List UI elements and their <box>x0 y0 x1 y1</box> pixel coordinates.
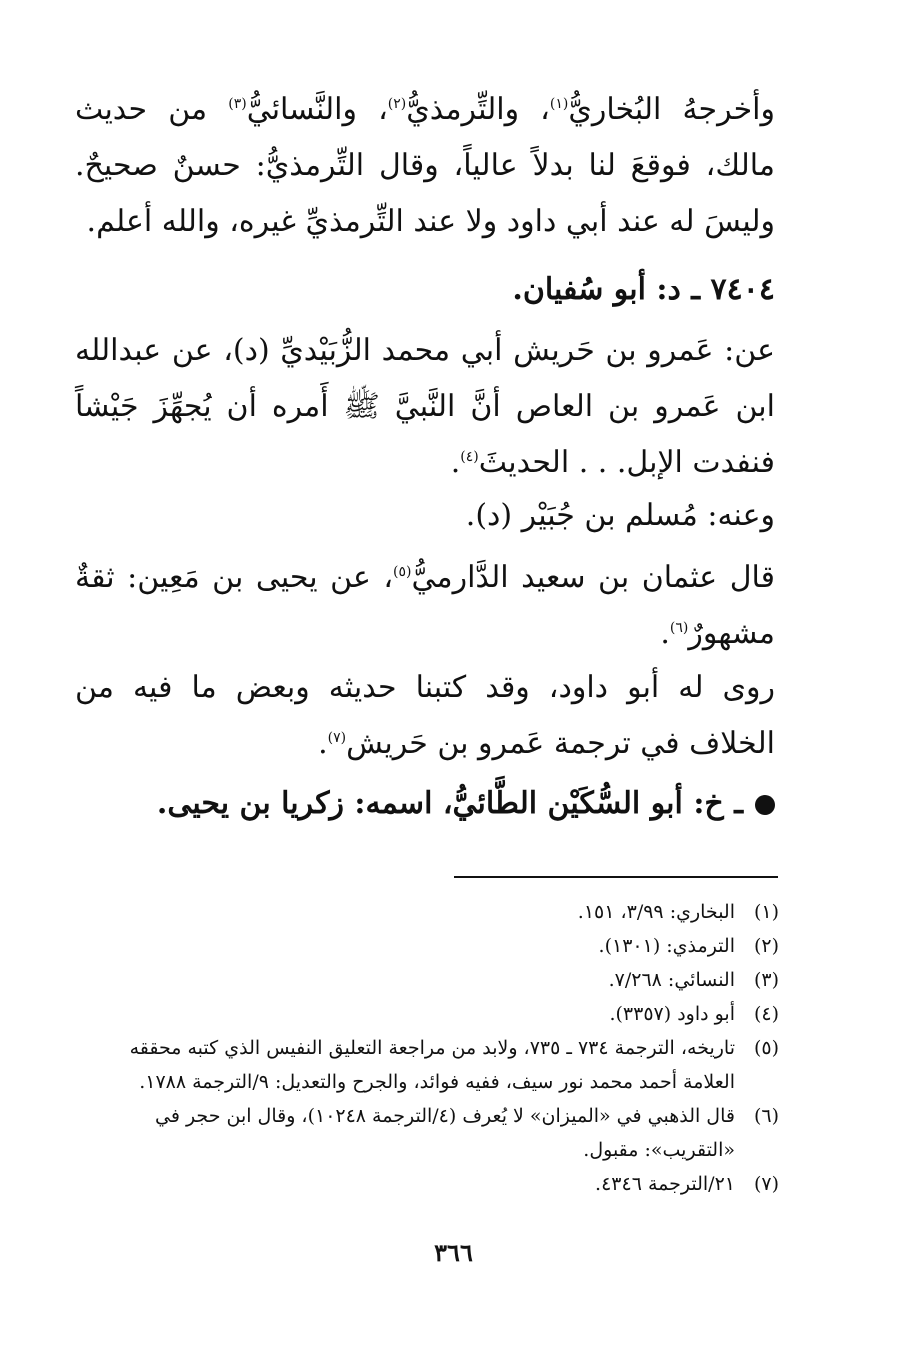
paragraph-students <box>75 488 775 544</box>
p4-text-b: ، عن يحيى بن مَعِين: ثقةٌ مشهورٌ <box>75 560 775 651</box>
p5-text-b: . <box>318 726 328 761</box>
paragraph-1 <box>75 82 775 250</box>
footnote-number: (٢) <box>753 935 779 957</box>
footnote-number: (٥) <box>753 1037 779 1059</box>
p1-text-d: من حديث مالك، فوقعَ لنا بدلاً عالياً، وقال التِّرمذيُّ: حسنٌ صحيحٌ. وليسَ له عند أبي داود ولا عند التِّرمذيِّ غيره، والله أعلم. <box>75 92 775 239</box>
p1-text-c: ، والنَّسائيُّ <box>246 92 388 127</box>
footnote-ref-7: (٧) <box>327 730 347 746</box>
footnotes-list <box>79 895 779 1201</box>
footnote-item <box>79 895 779 929</box>
footnote-ref-4: (٤) <box>460 449 479 465</box>
footnote-ref-2: (٢) <box>387 96 407 112</box>
p2-text-b: . <box>450 445 461 480</box>
paragraph-narrators <box>75 323 775 491</box>
entry-heading-2-text: ـ خ: أبو السُّكَيْن الطَّائيُّ، اسمه: زكريا بن يحيى. <box>156 786 743 821</box>
footnote-number: (٤) <box>753 1003 779 1025</box>
p1-text-a: وأخرجهُ البُخاريُّ <box>568 92 775 127</box>
footnote-text: البخاري: ٣/٩٩، ١٥١. <box>577 901 735 923</box>
footnote-item <box>79 997 779 1031</box>
footnote-item <box>79 1031 779 1099</box>
footnote-divider <box>454 876 778 878</box>
footnote-item <box>79 963 779 997</box>
page-number: ٣٦٦ <box>434 1238 473 1267</box>
entry-heading-text: ٧٤٠٤ ـ د: أبو سُفيان. <box>512 272 775 307</box>
footnote-number: (٣) <box>753 969 779 991</box>
footnote-text: قال الذهبي في «الميزان» لا يُعرف (٤/الترجمة ١٠٢٤٨)، وقال ابن حجر في «التقريب»: مقبول. <box>154 1105 735 1161</box>
p1-text-b: ، والتِّرمذيُّ <box>406 92 550 127</box>
footnote-number: (٧) <box>753 1173 779 1195</box>
footnote-item <box>79 1167 779 1201</box>
p4-text-a: قال عثمان بن سعيد الدَّارميُّ <box>411 560 775 595</box>
paragraph-narration <box>75 660 775 772</box>
footnote-ref-3: (٣) <box>228 96 247 112</box>
footnote-text: ٢١/الترجمة ٤٣٤٦. <box>595 1173 735 1195</box>
footnote-text: أبو داود (٣٣٥٧). <box>609 1003 735 1025</box>
footnote-item <box>79 1099 779 1167</box>
p3-text: وعنه: مُسلم بن جُبَيْر (د). <box>465 498 775 533</box>
footnote-ref-1: (١) <box>549 96 569 112</box>
bullet-dot-icon <box>755 795 775 815</box>
footnote-number: (٦) <box>753 1105 779 1127</box>
paragraph-grading <box>75 550 775 662</box>
footnote-text: تاريخه، الترجمة ٧٣٤ ـ ٧٣٥، ولابد من مراجعة التعليق النفيس الذي كتبه محققه العلامة أحمد محمد نور سيف، ففيه فوائد، والجرح والتعديل: ٩/الترجمة ١٧٨٨. <box>129 1037 735 1093</box>
footnote-ref-6: (٦) <box>669 620 689 636</box>
footnote-ref-5: (٥) <box>393 564 412 580</box>
footnote-item <box>79 929 779 963</box>
p2-text-a: عن: عَمرو بن حَريش أبي محمد الزُّبَيْديِّ (د)، عن عبدالله ابن عَمرو بن العاص أنَّ النَّبيَّ ﷺ أَمره أن يُجهِّزَ جَيْشاً فنفدت الإبل. . . الحديثَ <box>75 333 775 480</box>
footnote-number: (١) <box>753 901 779 923</box>
p5-text-a: روى له أبو داود، وقد كتبنا حديثه وبعض ما فيه من الخلاف في ترجمة عَمرو بن حَريش <box>75 670 775 761</box>
p4-text-c: . <box>660 616 670 651</box>
footnote-text: الترمذي: (١٣٠١). <box>598 935 735 957</box>
entry-heading-bullet <box>75 776 775 832</box>
entry-heading-7404 <box>75 262 775 318</box>
footnote-text: النسائي: ٧/٢٦٨. <box>608 969 735 991</box>
